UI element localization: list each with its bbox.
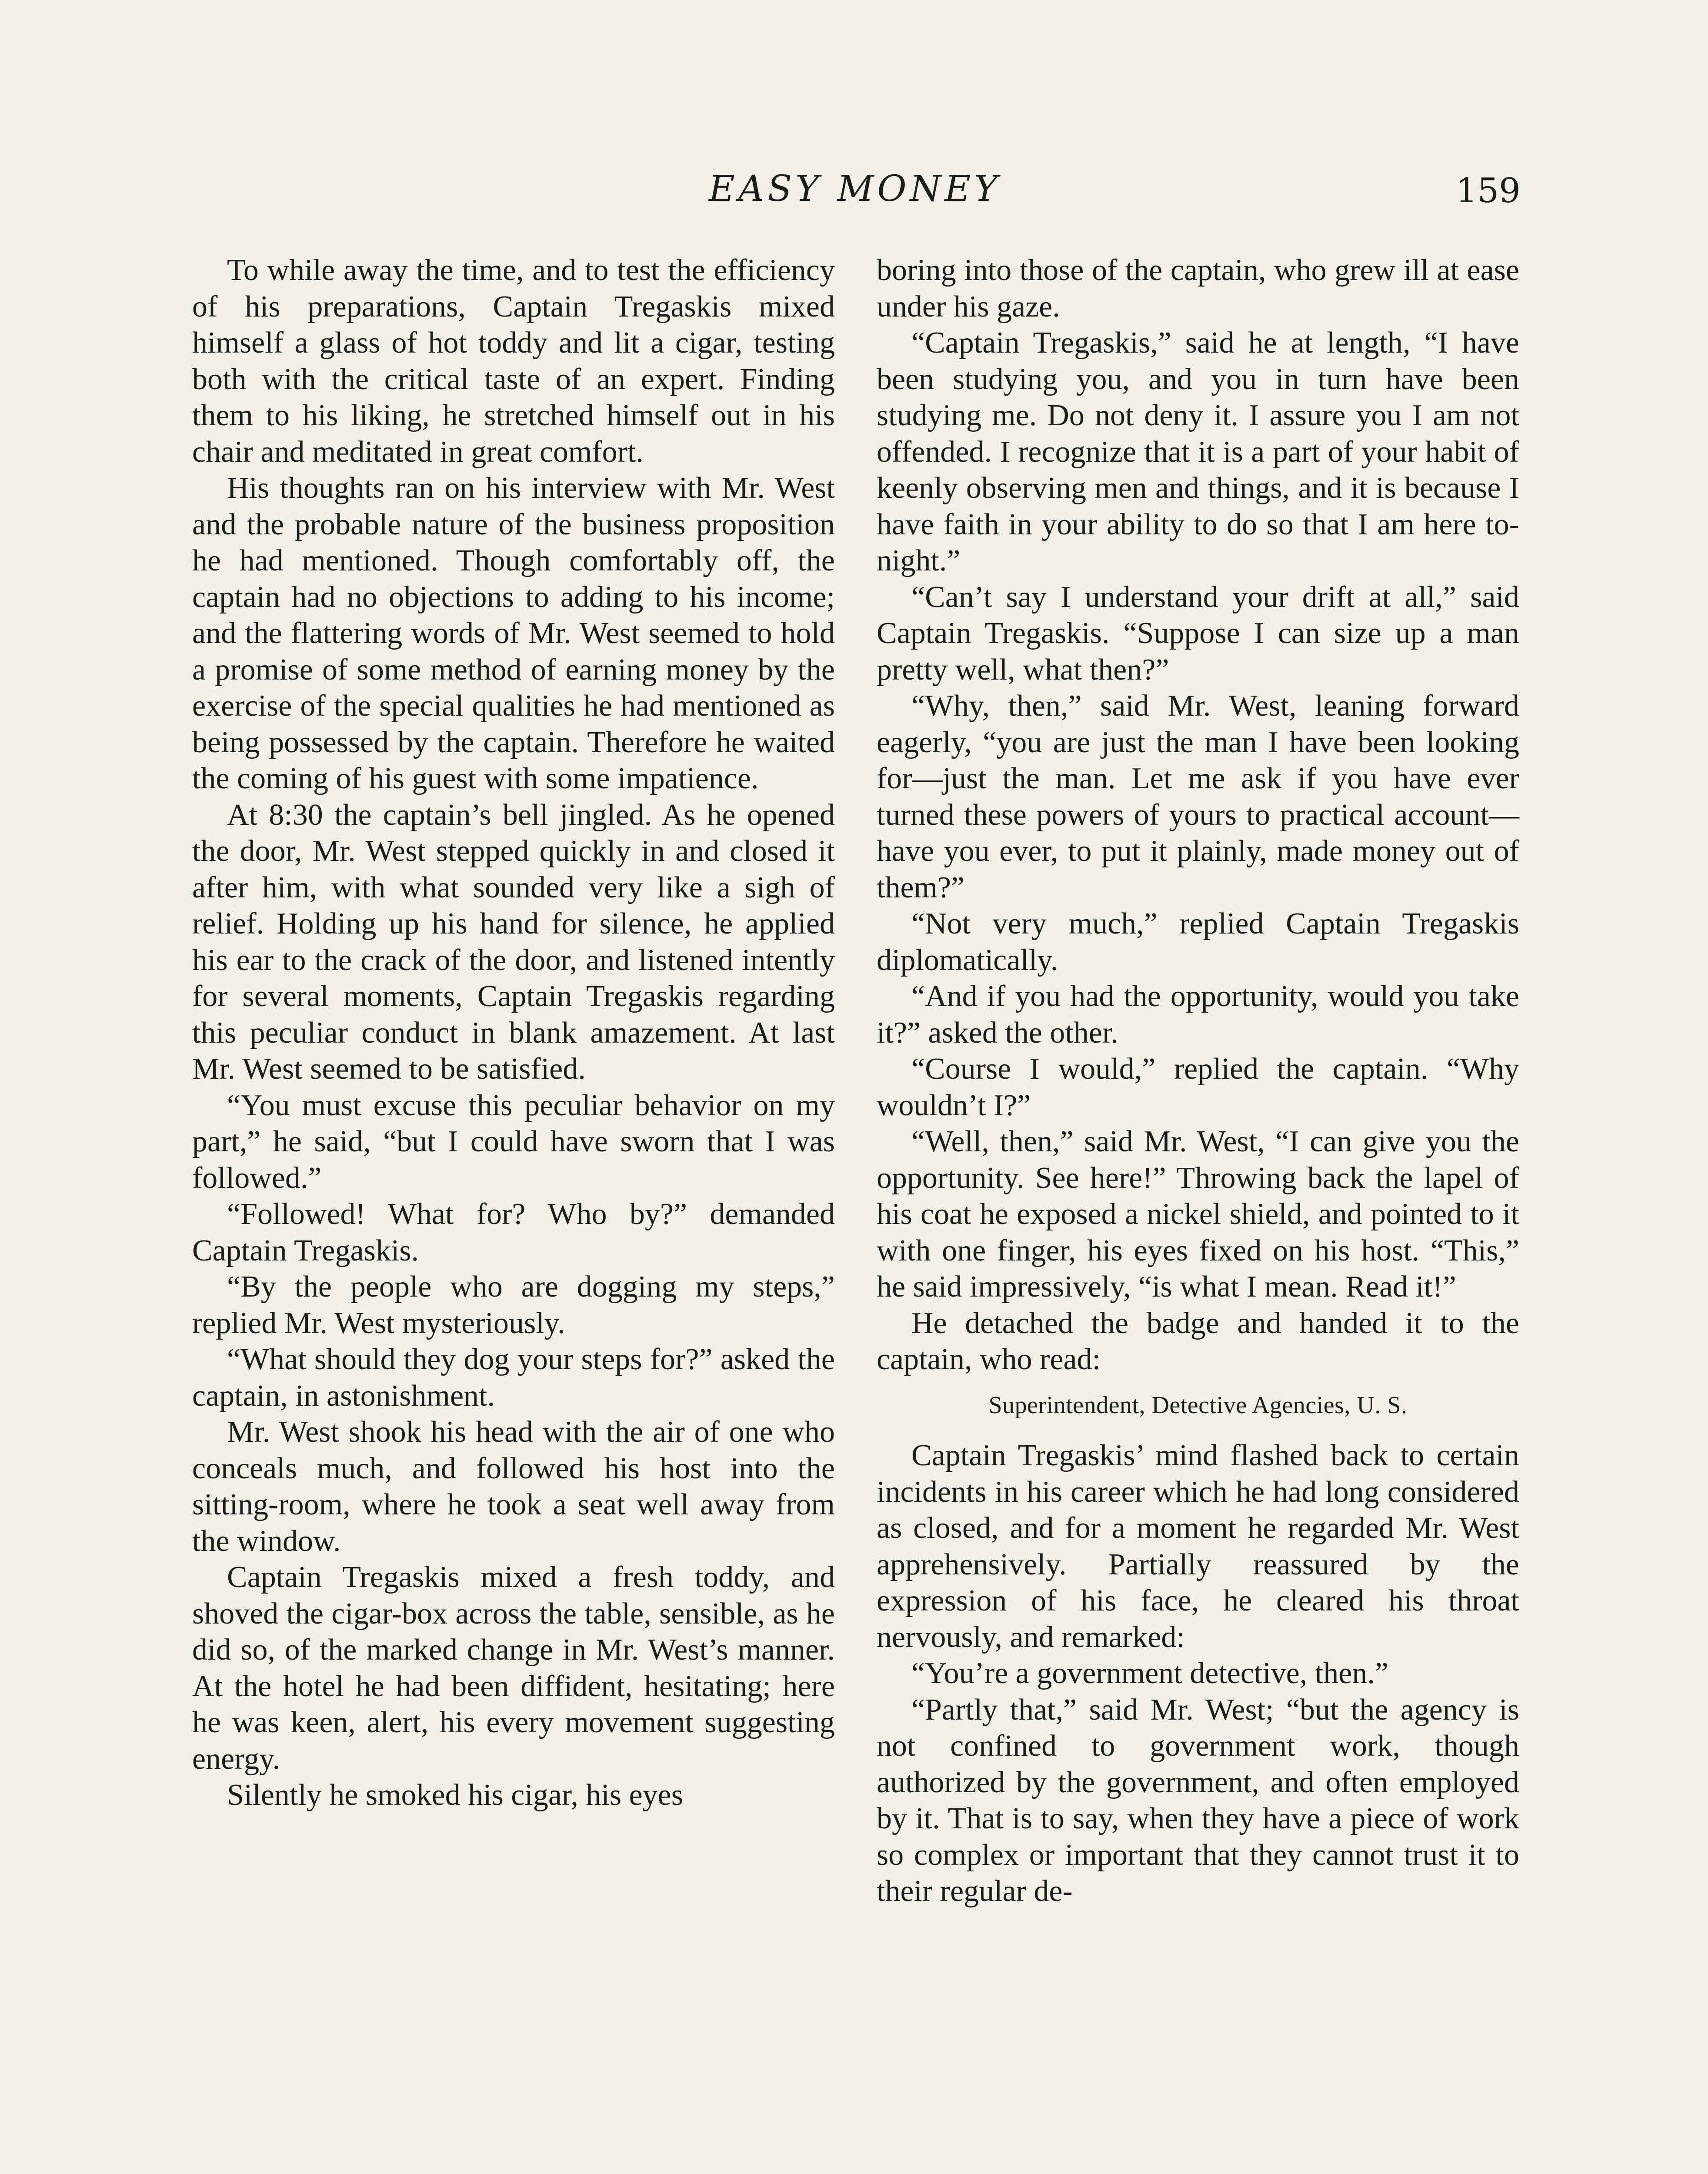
paragraph: “Followed! What for? Who by?” demanded Captain Tregaskis. [192,1197,835,1267]
paragraph: “Course I would,” replied the captain. “Why wouldn’t I?” [877,1052,1519,1122]
paragraph: To while away the time, and to test the efficiency of his preparations, Captain Tregaskis mixed himself a glass of hot toddy and lit a cigar, testing both with the critical taste of an expert. Finding them to his liking, he stretched himself out in his chair and meditated in great comfort. [192,253,835,469]
paragraph: Silently he smoked his cigar, his eyes [227,1778,683,1812]
paragraph: “You must excuse this peculiar behavior on my part,” he said, “but I could have sworn that I was followed.” [192,1088,835,1195]
paragraph: “Not very much,” replied Captain Tregaskis diplomatically. [877,907,1519,977]
paragraph: Captain Tregaskis’ mind flashed back to certain incidents in his career which he had long considered as closed, and for a moment he regarded Mr. West apprehensively. Partially reassured by the expression of his face, he cleared his throat nervously, and remarked: [877,1439,1519,1654]
paragraph: “Why, then,” said Mr. West, leaning forward eagerly, “you are just the man I have been looking for—just the man. Let me ask if you have ever turned these powers of yours to practical account—have you ever, to put it plainly, made money out of them?” [877,689,1519,904]
paragraph: “Captain Tregaskis,” said he at length, “I have been studying you, and you in turn have been studying me. Do not deny it. I assure you I am not offended. I recognize that it is a part of your habit of keenly observing men and things, and it is because I have faith in your ability to do so that I am here tonight.” [877,326,1519,577]
paragraph-continued: boring into those of the captain, who grew ill at ease under his gaze. [877,253,1519,323]
paragraph: “Well, then,” said Mr. West, “I can give you the opportunity. See here!” Throwing back the lapel of his coat he exposed a nickel shield, and pointed to it with one finger, his eyes fixed on his host. “This,” he said impressively, “is what I mean. Read it!” [877,1125,1519,1304]
paragraph: He detached the badge and handed it to the captain, who read: [877,1306,1519,1376]
paragraph: Mr. West shook his head with the air of one who conceals much, and followed his host into the sitting-room, where he took a seat well away from the window. [192,1415,835,1558]
paragraph: At 8:30 the captain’s bell jingled. As he opened the door, Mr. West stepped quickly in and closed it after him, with what sounded very like a sigh of relief. Holding up his hand for silence, he applied his ear to the crack of the door, and listened intently for several moments, Captain Tregaskis regarding this peculiar conduct in blank amazement. At last Mr. West seemed to be satisfied. [192,798,835,1086]
paragraph: His thoughts ran on his interview with Mr. West and the probable nature of the business proposition he had mentioned. Though comfortably off, the captain had no objections to adding to his income; and the flattering words of Mr. West seemed to hold a promise of some method of earning money by the exercise of the special qualities he had mentioned as being possessed by the captain. Therefore he waited the coming of his guest with some impatience. [192,471,835,795]
paragraph: “What should they dog your steps for?” asked the captain, in astonishment. [192,1343,835,1413]
paragraph: “By the people who are dogging my steps,” replied Mr. West mysteriously. [192,1270,835,1340]
paragraph: “And if you had the opportunity, would you take it?” asked the other. [877,980,1519,1050]
page-header [0,165,1708,217]
running-title: EASY MONEY [709,168,1001,210]
page-number: 159 [1456,171,1521,210]
paragraph: “You’re a government detective, then.” [911,1657,1388,1690]
left-column [192,252,835,1814]
badge-inscription: Superintendent, Detective Agencies, U. S. [988,1391,1408,1419]
paragraph: “Can’t say I understand your drift at all,” said Captain Tregaskis. “Suppose I can size up a man pretty well, what then?” [877,580,1519,687]
paragraph: “Partly that,” said Mr. West; “but the agency is not confined to government work, though authorized by the government, and often employed by it. That is to say, when they have a piece of work so complex or important that they cannot trust it to their regular de- [877,1693,1519,1908]
paragraph: Captain Tregaskis mixed a fresh toddy, and shoved the cigar-box across the table, sensible, as he did so, of the marked change in Mr. West’s manner. At the hotel he had been diffident, hesitating; here he was keen, alert, his every movement suggesting energy. [192,1560,835,1776]
right-column [877,252,1519,1910]
